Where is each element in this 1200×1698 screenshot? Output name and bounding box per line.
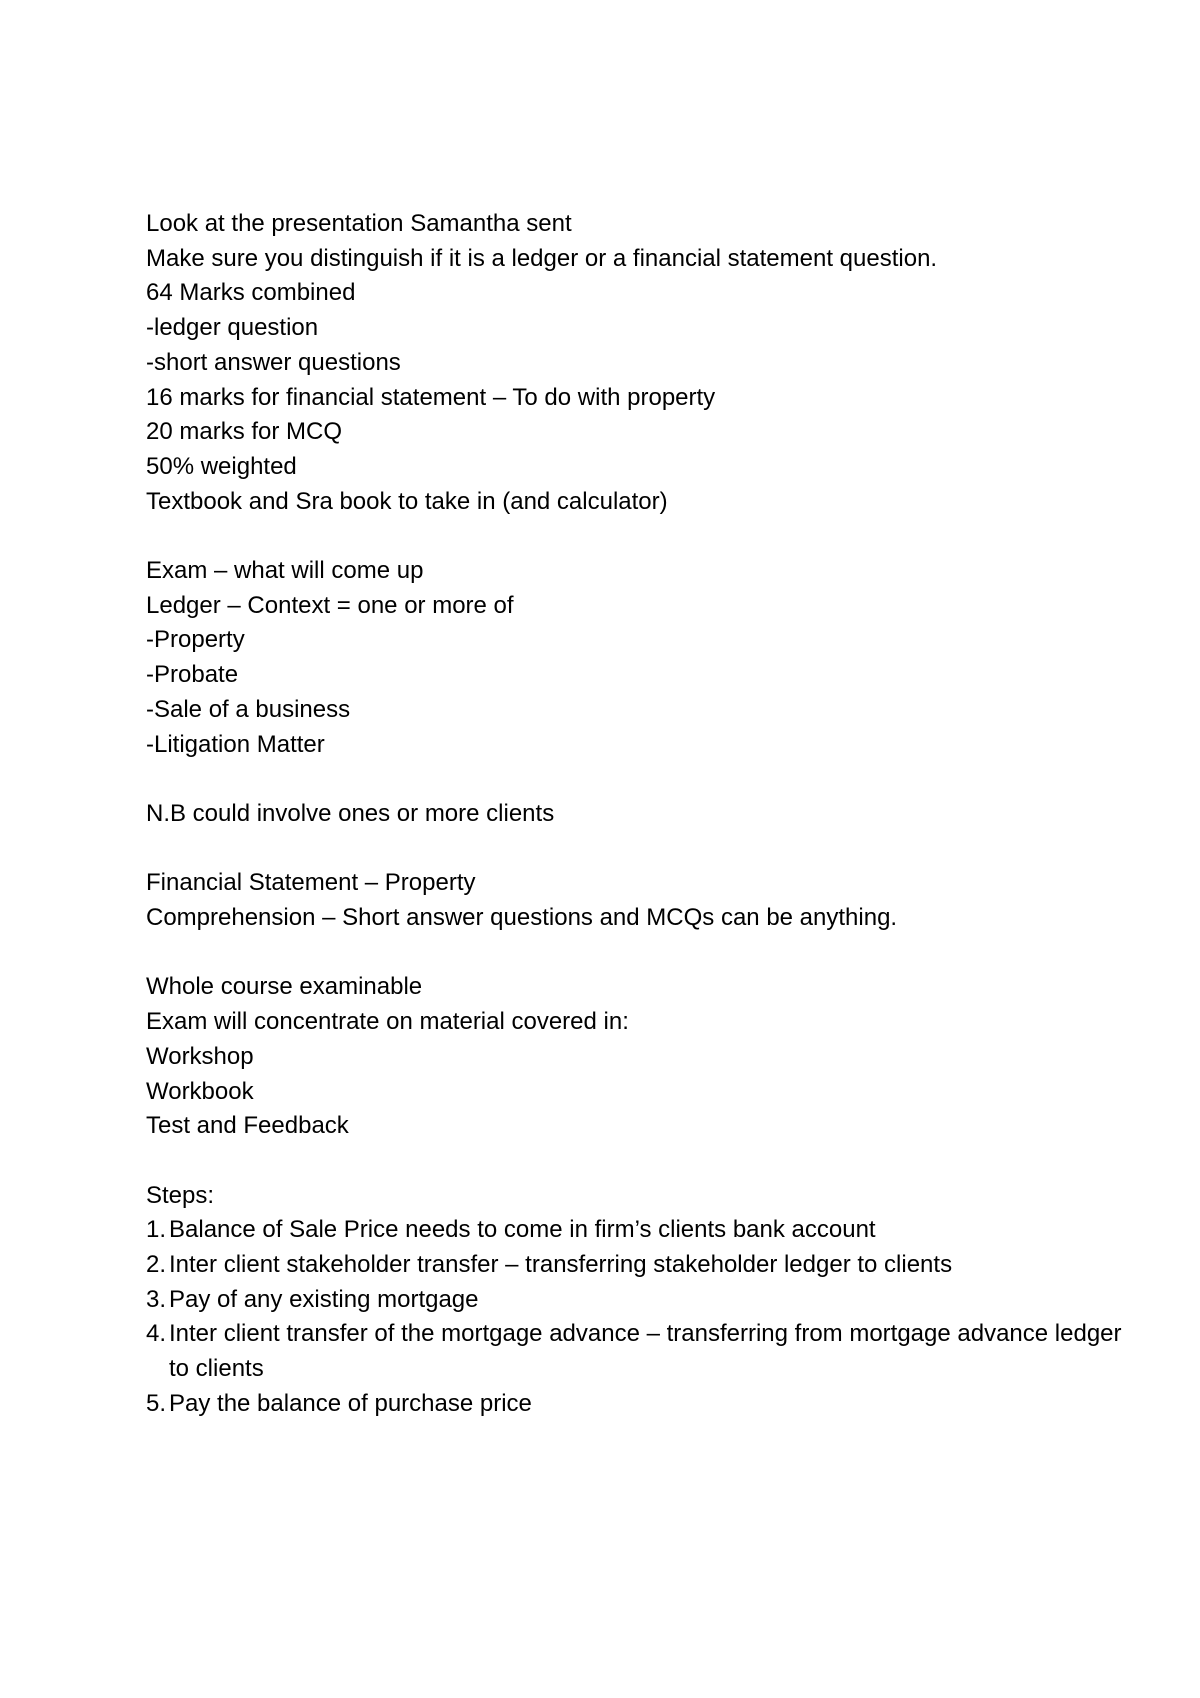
step-item xyxy=(146,1248,1146,1283)
step-item xyxy=(146,1213,1146,1248)
text-line: 20 marks for MCQ xyxy=(146,418,343,446)
text-line: Exam will concentrate on material covered in: xyxy=(146,1008,629,1036)
text-line: Comprehension – Short answer questions and MCQs can be anything. xyxy=(146,904,898,932)
note-section xyxy=(146,797,1146,832)
step-number: 2. xyxy=(146,1251,167,1279)
step-number: 1. xyxy=(146,1216,167,1244)
text-line: 64 Marks combined xyxy=(146,279,356,307)
text-line: Textbook and Sra book to take in (and calculator) xyxy=(146,487,668,515)
blank-line xyxy=(146,832,1146,867)
document-body xyxy=(146,207,1146,1422)
text-line: -Probate xyxy=(146,661,239,689)
step-item xyxy=(146,1387,1146,1422)
text-line: -Property xyxy=(146,626,245,654)
text-line: Workshop xyxy=(146,1042,254,1070)
course-section xyxy=(146,970,1146,1144)
text-line: 16 marks for financial statement – To do with property xyxy=(146,383,716,411)
blank-line xyxy=(146,762,1146,797)
step-number: 3. xyxy=(146,1285,167,1313)
blank-line xyxy=(146,519,1146,554)
step-number: 5. xyxy=(146,1389,167,1417)
step-number: 4. xyxy=(146,1320,167,1348)
text-line: Whole course examinable xyxy=(146,973,423,1001)
text-line: -ledger question xyxy=(146,314,319,342)
text-line: N.B could involve ones or more clients xyxy=(146,799,555,827)
step-text: Pay of any existing mortgage xyxy=(169,1285,479,1313)
text-line: -short answer questions xyxy=(146,348,401,376)
text-line: Exam – what will come up xyxy=(146,557,424,585)
step-text: Inter client stakeholder transfer – transferring stakeholder ledger to clients xyxy=(169,1251,953,1279)
steps-section xyxy=(146,1179,1146,1422)
blank-line xyxy=(146,1144,1146,1179)
blank-line xyxy=(146,936,1146,971)
step-item xyxy=(146,1317,1146,1386)
steps-heading: Steps: xyxy=(146,1181,215,1209)
text-line: Ledger – Context = one or more of xyxy=(146,591,514,619)
text-line: -Sale of a business xyxy=(146,695,351,723)
steps-list xyxy=(146,1213,1146,1421)
step-item xyxy=(146,1283,1146,1318)
exam-section xyxy=(146,554,1146,762)
text-line: 50% weighted xyxy=(146,452,297,480)
step-text: Balance of Sale Price needs to come in firm’s clients bank account xyxy=(169,1216,876,1244)
statement-section xyxy=(146,866,1146,935)
text-line: Test and Feedback xyxy=(146,1112,349,1140)
text-line: Look at the presentation Samantha sent xyxy=(146,210,572,237)
text-line: -Litigation Matter xyxy=(146,730,325,758)
text-line: Make sure you distinguish if it is a ledger or a financial statement question. xyxy=(146,244,938,272)
step-text: Inter client transfer of the mortgage advance – transferring from mortgage advance ledger to clients xyxy=(169,1320,1122,1383)
intro-section xyxy=(146,207,1146,519)
text-line: Financial Statement – Property xyxy=(146,869,476,897)
step-text: Pay the balance of purchase price xyxy=(169,1389,532,1417)
text-line: Workbook xyxy=(146,1077,254,1105)
